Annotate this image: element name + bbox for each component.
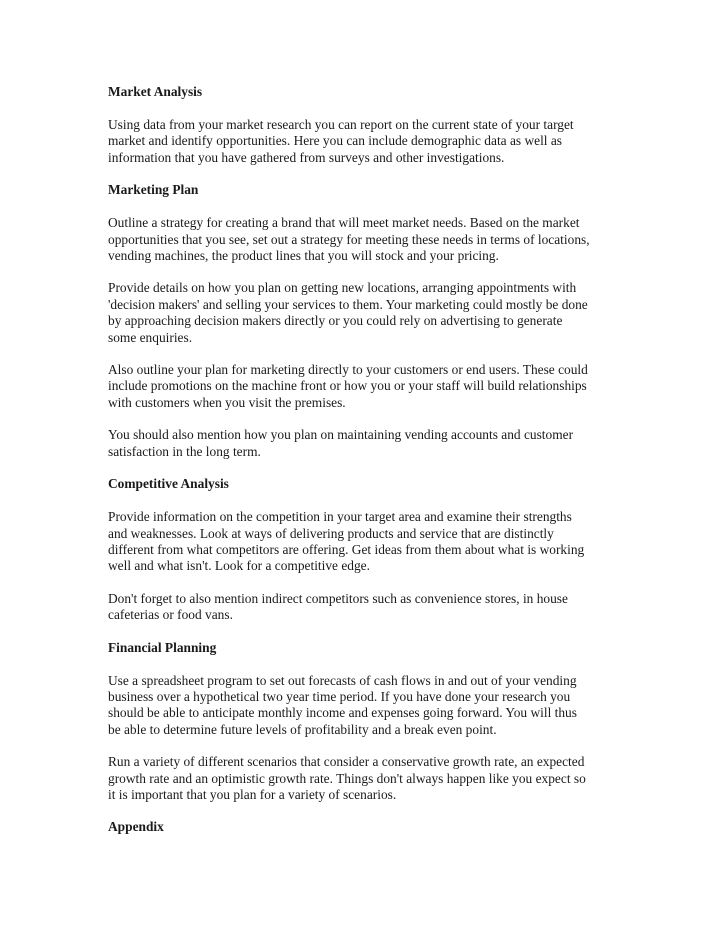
paragraph xyxy=(108,673,628,739)
text-line: Outline a strategy for creating a brand that will meet market needs. Based on the market xyxy=(108,215,580,231)
paragraph xyxy=(108,509,628,575)
paragraph xyxy=(108,117,628,166)
text-line: 'decision makers' and selling your services to them. Your marketing could mostly be done xyxy=(108,296,588,312)
text-line: by approaching decision makers directly or you could rely on advertising to generate xyxy=(108,313,563,329)
text-line: Also outline your plan for marketing directly to your customers or end users. These could xyxy=(108,362,588,378)
section-appendix xyxy=(108,819,628,835)
document-page xyxy=(108,84,628,835)
text-line: Run a variety of different scenarios that consider a conservative growth rate, an expected xyxy=(108,754,585,770)
section-heading: Appendix xyxy=(108,819,164,835)
text-line: some enquiries. xyxy=(108,329,193,345)
text-line: Use a spreadsheet program to set out forecasts of cash flows in and out of your vending xyxy=(108,672,577,688)
text-line: it is important that you plan for a variety of scenarios. xyxy=(108,786,397,802)
section-heading: Market Analysis xyxy=(108,84,203,99)
text-line: You should also mention how you plan on maintaining vending accounts and customer xyxy=(108,427,574,443)
text-line: information that you have gathered from surveys and other investigations. xyxy=(108,149,505,165)
text-line: include promotions on the machine front or how you or your staff will build relationships xyxy=(108,378,587,394)
text-line: satisfaction in the long term. xyxy=(108,443,261,459)
paragraph xyxy=(108,427,628,460)
text-line: cafeterias or food vans. xyxy=(108,607,233,623)
text-line: Don't forget to also mention indirect competitors such as convenience stores, in house xyxy=(108,590,568,606)
section-heading: Competitive Analysis xyxy=(108,476,229,492)
section-competitive-analysis xyxy=(108,476,628,639)
text-line: well and what isn't. Look for a competitive edge. xyxy=(108,558,370,574)
section-heading: Marketing Plan xyxy=(108,182,199,198)
paragraph xyxy=(108,215,628,264)
text-line: market and identify opportunities. Here you can include demographic data as well as xyxy=(108,133,563,149)
section-financial-planning xyxy=(108,640,628,820)
text-line: growth rate and an optimistic growth rate. Things don't always happen like you expect so xyxy=(108,770,586,786)
text-line: Using data from your market research you can report on the current state of your target xyxy=(108,117,574,132)
paragraph xyxy=(108,754,628,803)
text-line: should be able to anticipate monthly income and expenses going forward. You will thus xyxy=(108,705,577,721)
section-market-analysis xyxy=(108,84,628,182)
text-line: with customers when you visit the premises. xyxy=(108,394,346,410)
paragraph xyxy=(108,591,628,624)
text-line: Provide details on how you plan on getting new locations, arranging appointments with xyxy=(108,280,577,296)
section-marketing-plan xyxy=(108,182,628,476)
text-line: and weaknesses. Look at ways of delivering products and service that are distinctly xyxy=(108,525,554,541)
text-line: different from what competitors are offering. Get ideas from them about what is working xyxy=(108,541,585,557)
text-line: be able to determine future levels of profitability and a break even point. xyxy=(108,721,497,737)
text-line: business over a hypothetical two year time period. If you have done your research you xyxy=(108,688,571,704)
paragraph xyxy=(108,362,628,411)
section-heading: Financial Planning xyxy=(108,639,217,655)
paragraph xyxy=(108,280,628,346)
text-line: Provide information on the competition in your target area and examine their strengths xyxy=(108,509,572,525)
text-line: vending machines, the product lines that you will stock and your pricing. xyxy=(108,248,499,264)
text-line: opportunities that you see, set out a strategy for meeting these needs in terms of locations, xyxy=(108,231,590,247)
